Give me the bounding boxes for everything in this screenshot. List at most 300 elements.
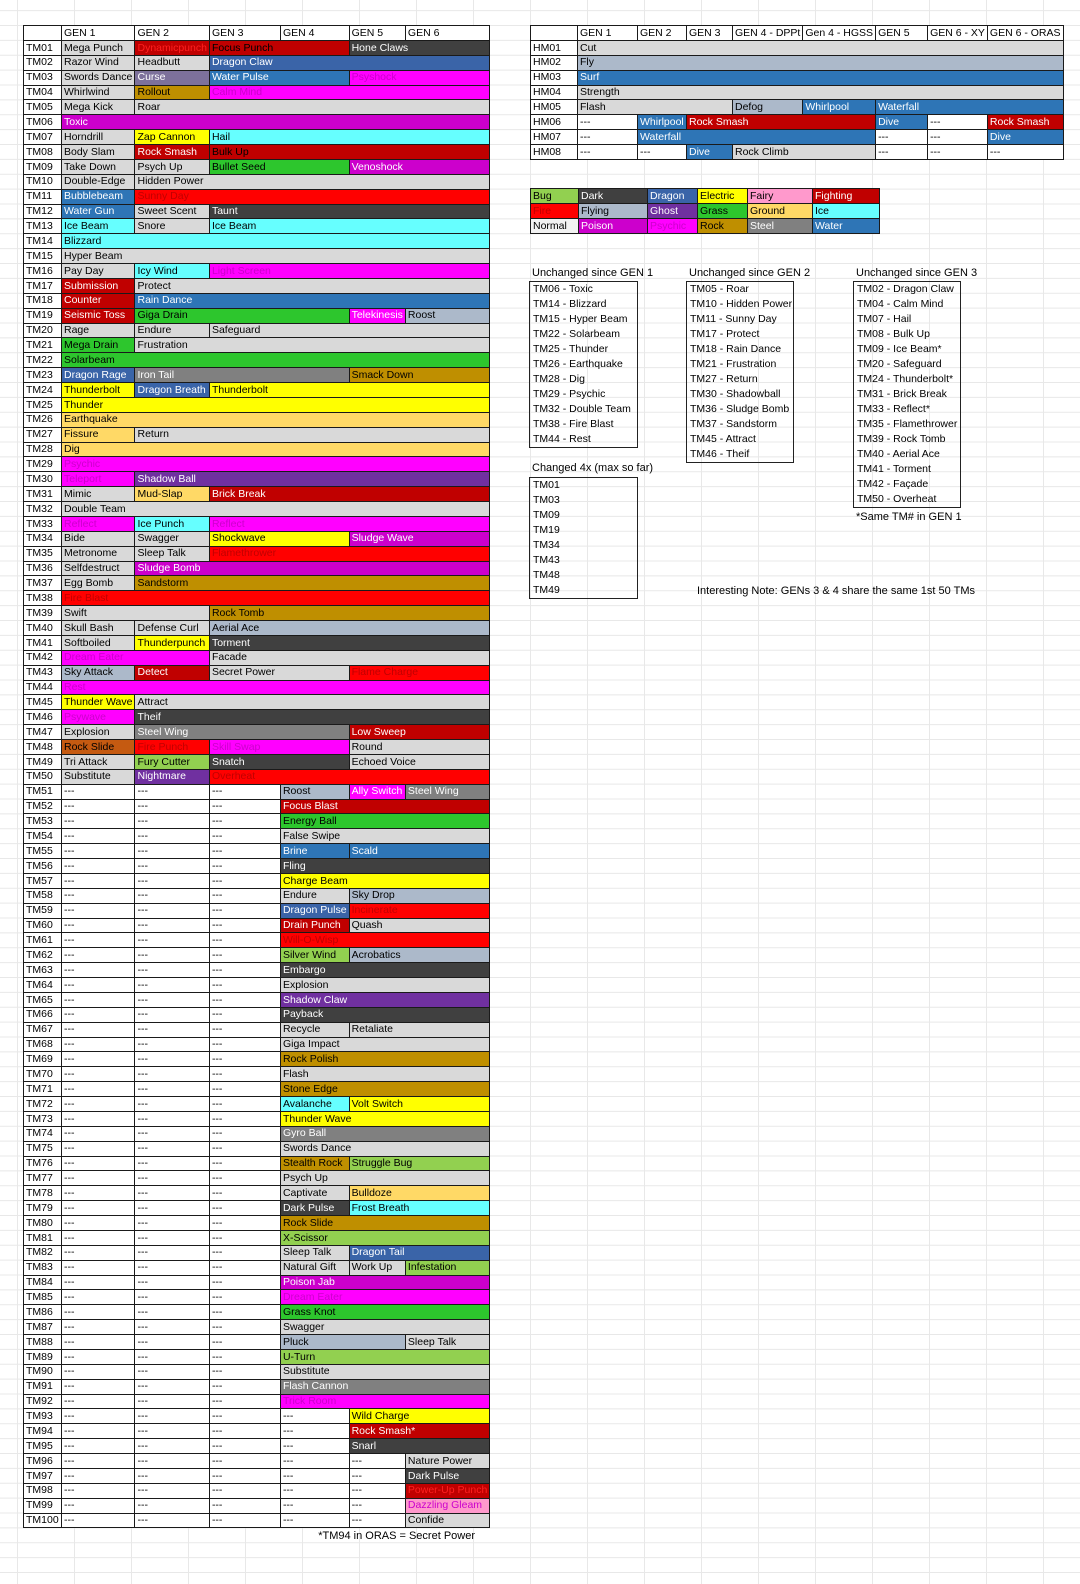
tm-move-cell[interactable]: Volt Switch (349, 1097, 490, 1112)
hm-move-cell[interactable]: Waterfall (876, 100, 1063, 115)
tm-id-cell[interactable]: TM79 (24, 1201, 62, 1216)
tm-move-cell[interactable]: --- (62, 1082, 135, 1097)
tm-move-cell[interactable]: Mimic (62, 487, 135, 502)
tm-move-cell[interactable]: Shadow Claw (280, 992, 489, 1007)
hm-move-cell[interactable]: --- (928, 115, 988, 130)
tm-move-cell[interactable]: Dark Pulse (405, 1468, 489, 1483)
tm-id-cell[interactable]: TM12 (24, 204, 62, 219)
tm-header-cell[interactable] (24, 26, 62, 41)
tm-move-cell[interactable]: False Swipe (280, 829, 489, 844)
tm-move-cell[interactable]: Acrobatics (349, 948, 490, 963)
tm-move-cell[interactable]: --- (135, 1468, 209, 1483)
tm-move-cell[interactable]: --- (135, 1349, 209, 1364)
tm-id-cell[interactable]: TM11 (24, 189, 62, 204)
tm-move-cell[interactable]: --- (135, 1156, 209, 1171)
tm-move-cell[interactable]: Torment (209, 635, 489, 650)
tm-move-cell[interactable]: Secret Power (209, 665, 349, 680)
type-cell-normal[interactable]: Normal (531, 219, 579, 234)
tm-id-cell[interactable]: TM96 (24, 1454, 62, 1469)
unchanged2-item[interactable]: TM37 - Sandstorm (690, 418, 777, 430)
unchanged1-item[interactable]: TM14 - Blizzard (533, 298, 607, 310)
tm-move-cell[interactable]: Fire Blast (62, 591, 490, 606)
tm-move-cell[interactable]: --- (135, 1439, 209, 1454)
tm-id-cell[interactable]: TM53 (24, 814, 62, 829)
type-cell-grass[interactable]: Grass (698, 204, 748, 219)
tm-move-cell[interactable]: Rock Slide (62, 740, 135, 755)
tm-move-cell[interactable]: Low Sweep (349, 725, 490, 740)
tm-move-cell[interactable]: Skill Swap (209, 740, 349, 755)
tm-move-cell[interactable]: Water Gun (62, 204, 135, 219)
tm-move-cell[interactable]: Dig (62, 442, 490, 457)
tm-id-cell[interactable]: TM93 (24, 1409, 62, 1424)
tm-id-cell[interactable]: TM87 (24, 1320, 62, 1335)
tm-move-cell[interactable]: Snatch (209, 754, 349, 769)
tm-move-cell[interactable]: Telekinesis (349, 308, 405, 323)
tm-id-cell[interactable]: TM30 (24, 472, 62, 487)
hm-header-cell[interactable]: GEN 5 (876, 26, 928, 41)
unchanged2-item[interactable]: TM21 - Frustration (690, 358, 777, 370)
tm-id-cell[interactable]: TM67 (24, 1022, 62, 1037)
tm-move-cell[interactable]: --- (62, 1007, 135, 1022)
hm-move-cell[interactable]: Strength (578, 85, 1064, 100)
tm-move-cell[interactable]: Double-Edge (62, 174, 135, 189)
tm-move-cell[interactable]: --- (209, 1424, 280, 1439)
tm-id-cell[interactable]: TM24 (24, 383, 62, 398)
tm-id-cell[interactable]: TM76 (24, 1156, 62, 1171)
tm-move-cell[interactable]: --- (135, 1141, 209, 1156)
tm-move-cell[interactable]: --- (209, 784, 280, 799)
tm-move-cell[interactable]: Recycle (280, 1022, 349, 1037)
tm-id-cell[interactable]: TM03 (24, 70, 62, 85)
tm-move-cell[interactable]: Dark Pulse (280, 1201, 349, 1216)
tm-move-cell[interactable]: --- (209, 903, 280, 918)
tm-move-cell[interactable]: --- (280, 1424, 349, 1439)
tm-id-cell[interactable]: TM55 (24, 844, 62, 859)
tm-move-cell[interactable]: Dynamicpunch (135, 40, 209, 55)
tm-move-cell[interactable]: Sweet Scent (135, 204, 209, 219)
tm-move-cell[interactable]: Rock Smash* (349, 1424, 490, 1439)
tm-header-cell[interactable]: GEN 5 (349, 26, 405, 41)
tm-move-cell[interactable]: --- (280, 1483, 349, 1498)
tm-move-cell[interactable]: --- (62, 948, 135, 963)
tm-move-cell[interactable]: --- (62, 1468, 135, 1483)
tm-id-cell[interactable]: TM48 (24, 740, 62, 755)
tm-move-cell[interactable]: Dragon Claw (209, 55, 489, 70)
tm-move-cell[interactable]: --- (209, 1067, 280, 1082)
unchanged3-item[interactable]: TM39 - Rock Tomb (857, 433, 946, 445)
unchanged2-item[interactable]: TM30 - Shadowball (690, 388, 781, 400)
tm-move-cell[interactable]: --- (209, 1290, 280, 1305)
type-cell-poison[interactable]: Poison (579, 219, 648, 234)
hm-move-cell[interactable]: Rock Smash (987, 115, 1063, 130)
tm-id-cell[interactable]: TM63 (24, 963, 62, 978)
tm-move-cell[interactable]: Poison Jab (280, 1275, 489, 1290)
tm-move-cell[interactable]: Flash Cannon (280, 1379, 489, 1394)
tm-move-cell[interactable]: Swagger (280, 1320, 489, 1335)
tm-move-cell[interactable]: --- (135, 1230, 209, 1245)
type-cell-psychic[interactable]: Psychic (648, 219, 698, 234)
tm-move-cell[interactable]: Sky Attack (62, 665, 135, 680)
tm-move-cell[interactable]: Silver Wind (280, 948, 349, 963)
hm-move-cell[interactable]: --- (876, 145, 928, 160)
tm-move-cell[interactable]: Confide (405, 1513, 489, 1528)
type-cell-ice[interactable]: Ice (813, 204, 880, 219)
hm-id-cell[interactable]: HM06 (531, 115, 578, 130)
tm-move-cell[interactable]: Scald (349, 844, 490, 859)
tm-move-cell[interactable]: --- (135, 844, 209, 859)
type-cell-dragon[interactable]: Dragon (648, 189, 698, 204)
tm-move-cell[interactable]: --- (62, 873, 135, 888)
tm-move-cell[interactable]: --- (135, 1335, 209, 1350)
tm-move-cell[interactable]: Pay Day (62, 264, 135, 279)
tm-move-cell[interactable]: --- (135, 948, 209, 963)
tm-move-cell[interactable]: Dragon Tail (349, 1245, 490, 1260)
tm-id-cell[interactable]: TM84 (24, 1275, 62, 1290)
tm-id-cell[interactable]: TM83 (24, 1260, 62, 1275)
tm-move-cell[interactable]: Stone Edge (280, 1082, 489, 1097)
tm-move-cell[interactable]: Aerial Ace (209, 621, 489, 636)
unchanged3-item[interactable]: TM04 - Calm Mind (857, 298, 944, 310)
changed4x-item[interactable]: TM01 (533, 479, 560, 491)
tm-move-cell[interactable]: Payback (280, 1007, 489, 1022)
tm-id-cell[interactable]: TM56 (24, 859, 62, 874)
tm-id-cell[interactable]: TM09 (24, 159, 62, 174)
tm-move-cell[interactable]: Psychic (62, 457, 490, 472)
unchanged2-item[interactable]: TM27 - Return (690, 373, 758, 385)
tm-move-cell[interactable]: Mega Punch (62, 40, 135, 55)
tm-id-cell[interactable]: TM02 (24, 55, 62, 70)
tm-move-cell[interactable]: --- (135, 1424, 209, 1439)
tm-move-cell[interactable]: Sandstorm (135, 576, 490, 591)
tm-move-cell[interactable]: --- (62, 1349, 135, 1364)
tm-move-cell[interactable]: Swords Dance (280, 1141, 489, 1156)
tm-id-cell[interactable]: TM71 (24, 1082, 62, 1097)
tm-move-cell[interactable]: Toxic (62, 115, 490, 130)
tm-move-cell[interactable]: --- (209, 1409, 280, 1424)
tm-move-cell[interactable]: Thunderpunch (135, 635, 209, 650)
tm-header-cell[interactable]: GEN 1 (62, 26, 135, 41)
tm-move-cell[interactable]: Horndrill (62, 130, 135, 145)
tm-id-cell[interactable]: TM42 (24, 650, 62, 665)
tm-move-cell[interactable]: --- (280, 1454, 349, 1469)
tm-id-cell[interactable]: TM33 (24, 516, 62, 531)
tm-id-cell[interactable]: TM64 (24, 978, 62, 993)
tm-move-cell[interactable]: Fissure (62, 427, 135, 442)
hm-move-cell[interactable]: --- (876, 130, 928, 145)
unchanged2-item[interactable]: TM46 - Theif (690, 448, 750, 460)
hm-move-cell[interactable]: Dive (876, 115, 928, 130)
tm-move-cell[interactable]: Mega Drain (62, 338, 135, 353)
hm-move-cell[interactable]: Surf (578, 70, 1064, 85)
tm-move-cell[interactable]: --- (209, 1097, 280, 1112)
hm-move-cell[interactable]: --- (928, 145, 988, 160)
tm-move-cell[interactable]: --- (62, 918, 135, 933)
changed4x-item[interactable]: TM34 (533, 539, 560, 551)
tm-id-cell[interactable]: TM19 (24, 308, 62, 323)
tm-move-cell[interactable]: Skull Bash (62, 621, 135, 636)
tm-move-cell[interactable]: Explosion (62, 725, 135, 740)
tm-move-cell[interactable]: --- (135, 1245, 209, 1260)
tm-move-cell[interactable]: Sludge Bomb (135, 561, 490, 576)
tm-move-cell[interactable]: Reflect (62, 516, 135, 531)
tm-move-cell[interactable]: --- (209, 1037, 280, 1052)
tm-move-cell[interactable]: --- (209, 933, 280, 948)
tm-move-cell[interactable]: Trick Room (280, 1394, 489, 1409)
unchanged1-item[interactable]: TM25 - Thunder (533, 343, 609, 355)
tm-move-cell[interactable]: Blizzard (62, 234, 490, 249)
tm-move-cell[interactable]: --- (209, 1439, 280, 1454)
tm-move-cell[interactable]: Fury Cutter (135, 754, 209, 769)
unchanged3-item[interactable]: TM20 - Safeguard (857, 358, 942, 370)
tm-move-cell[interactable]: --- (135, 1007, 209, 1022)
tm-move-cell[interactable]: --- (209, 948, 280, 963)
tm-id-cell[interactable]: TM16 (24, 264, 62, 279)
tm-move-cell[interactable]: --- (62, 799, 135, 814)
tm-move-cell[interactable]: Bubblebeam (62, 189, 135, 204)
tm-move-cell[interactable]: --- (135, 1111, 209, 1126)
tm-move-cell[interactable]: Substitute (280, 1364, 489, 1379)
tm-move-cell[interactable]: --- (135, 933, 209, 948)
tm-id-cell[interactable]: TM40 (24, 621, 62, 636)
tm-move-cell[interactable]: --- (62, 888, 135, 903)
unchanged1-item[interactable]: TM22 - Solarbeam (533, 328, 620, 340)
tm-move-cell[interactable]: Gyro Ball (280, 1126, 489, 1141)
tm-move-cell[interactable]: Echoed Voice (349, 754, 490, 769)
tm-move-cell[interactable]: Avalanche (280, 1097, 349, 1112)
tm-move-cell[interactable]: --- (209, 1245, 280, 1260)
tm-move-cell[interactable]: Facade (209, 650, 489, 665)
tm-move-cell[interactable]: Sludge Wave (349, 531, 490, 546)
hm-move-cell[interactable]: Dive (687, 145, 733, 160)
tm-move-cell[interactable]: Brick Break (209, 487, 489, 502)
tm-move-cell[interactable]: --- (209, 1022, 280, 1037)
tm-move-cell[interactable]: --- (62, 1364, 135, 1379)
tm-move-cell[interactable]: Shadow Ball (135, 472, 490, 487)
tm-move-cell[interactable]: Sleep Talk (135, 546, 209, 561)
hm-move-cell[interactable]: Waterfall (638, 130, 876, 145)
tm-move-cell[interactable]: --- (62, 1394, 135, 1409)
tm-move-cell[interactable]: Dazzling Gleam (405, 1498, 489, 1513)
tm-move-cell[interactable]: --- (135, 1290, 209, 1305)
tm-id-cell[interactable]: TM26 (24, 412, 62, 427)
tm-move-cell[interactable]: --- (62, 859, 135, 874)
type-cell-steel[interactable]: Steel (748, 219, 813, 234)
tm-move-cell[interactable]: --- (62, 1379, 135, 1394)
tm-move-cell[interactable]: X-Scissor (280, 1230, 489, 1245)
tm-id-cell[interactable]: TM65 (24, 992, 62, 1007)
hm-header-cell[interactable]: GEN 4 - DPPt (733, 26, 803, 41)
tm-move-cell[interactable]: --- (62, 1335, 135, 1350)
tm-move-cell[interactable]: --- (62, 978, 135, 993)
tm-move-cell[interactable]: Light Screen (209, 264, 489, 279)
tm-move-cell[interactable]: Earthquake (62, 412, 490, 427)
type-cell-ground[interactable]: Ground (748, 204, 813, 219)
hm-header-cell[interactable]: Gen 4 - HGSS (803, 26, 876, 41)
tm-move-cell[interactable]: Thunderbolt (209, 383, 489, 398)
tm-id-cell[interactable]: TM86 (24, 1305, 62, 1320)
unchanged3-item[interactable]: TM41 - Torment (857, 463, 931, 475)
tm-move-cell[interactable]: --- (62, 844, 135, 859)
tm-move-cell[interactable]: Thunder Wave (280, 1111, 489, 1126)
tm-move-cell[interactable]: Attract (135, 695, 490, 710)
tm-id-cell[interactable]: TM45 (24, 695, 62, 710)
hm-move-cell[interactable]: --- (578, 115, 638, 130)
tm-id-cell[interactable]: TM17 (24, 278, 62, 293)
unchanged1-item[interactable]: TM26 - Earthquake (533, 358, 623, 370)
tm-move-cell[interactable]: --- (209, 1126, 280, 1141)
tm-id-cell[interactable]: TM34 (24, 531, 62, 546)
hm-move-cell[interactable]: Flash (578, 100, 733, 115)
tm-id-cell[interactable]: TM75 (24, 1141, 62, 1156)
tm-move-cell[interactable]: --- (62, 1067, 135, 1082)
tm-move-cell[interactable]: Pluck (280, 1335, 405, 1350)
tm-move-cell[interactable]: --- (209, 1305, 280, 1320)
tm-move-cell[interactable]: Grass Knot (280, 1305, 489, 1320)
hm-id-cell[interactable]: HM04 (531, 85, 578, 100)
tm-header-cell[interactable]: GEN 3 (209, 26, 280, 41)
tm-move-cell[interactable]: --- (62, 814, 135, 829)
hm-id-cell[interactable]: HM02 (531, 55, 578, 70)
tm-move-cell[interactable]: --- (62, 933, 135, 948)
tm-move-cell[interactable]: --- (135, 1052, 209, 1067)
tm-id-cell[interactable]: TM04 (24, 85, 62, 100)
unchanged3-item[interactable]: TM33 - Reflect* (857, 403, 930, 415)
tm-move-cell[interactable]: Substitute (62, 769, 135, 784)
tm-id-cell[interactable]: TM25 (24, 397, 62, 412)
tm-move-cell[interactable]: Rain Dance (135, 293, 490, 308)
unchanged3-item[interactable]: TM42 - Façade (857, 478, 929, 490)
tm-move-cell[interactable]: --- (209, 888, 280, 903)
tm-move-cell[interactable]: --- (209, 859, 280, 874)
tm-move-cell[interactable]: Bulk Up (209, 145, 489, 160)
tm-move-cell[interactable]: --- (349, 1468, 405, 1483)
tm-move-cell[interactable]: --- (62, 1052, 135, 1067)
tm-move-cell[interactable]: --- (62, 1230, 135, 1245)
tm-move-cell[interactable]: Safeguard (209, 323, 489, 338)
tm-move-cell[interactable]: --- (62, 1111, 135, 1126)
tm-id-cell[interactable]: TM68 (24, 1037, 62, 1052)
unchanged1-item[interactable]: TM15 - Hyper Beam (533, 313, 628, 325)
tm-move-cell[interactable]: Take Down (62, 159, 135, 174)
tm-move-cell[interactable]: Teleport (62, 472, 135, 487)
tm-id-cell[interactable]: TM51 (24, 784, 62, 799)
tm-move-cell[interactable]: --- (135, 1201, 209, 1216)
tm-move-cell[interactable]: Incinerate (349, 903, 490, 918)
tm-move-cell[interactable]: Bulldoze (349, 1186, 490, 1201)
tm-id-cell[interactable]: TM49 (24, 754, 62, 769)
tm-move-cell[interactable]: --- (135, 1067, 209, 1082)
tm-move-cell[interactable]: Thunder (62, 397, 490, 412)
tm-move-cell[interactable]: --- (209, 1454, 280, 1469)
tm-move-cell[interactable]: --- (135, 1260, 209, 1275)
tm-move-cell[interactable]: Drain Punch (280, 918, 349, 933)
tm-move-cell[interactable]: --- (62, 1439, 135, 1454)
tm-move-cell[interactable]: --- (62, 1513, 135, 1528)
tm-move-cell[interactable]: Endure (280, 888, 349, 903)
tm-move-cell[interactable]: Rock Tomb (209, 606, 489, 621)
tm-move-cell[interactable]: Psych Up (280, 1171, 489, 1186)
tm-id-cell[interactable]: TM35 (24, 546, 62, 561)
tm-move-cell[interactable]: --- (209, 1186, 280, 1201)
tm-id-cell[interactable]: TM54 (24, 829, 62, 844)
tm-move-cell[interactable]: --- (62, 1305, 135, 1320)
tm-move-cell[interactable]: --- (62, 1126, 135, 1141)
unchanged3-item[interactable]: TM02 - Dragon Claw (857, 283, 954, 295)
tm-id-cell[interactable]: TM43 (24, 665, 62, 680)
tm-id-cell[interactable]: TM92 (24, 1394, 62, 1409)
tm-move-cell[interactable]: --- (135, 1498, 209, 1513)
tm-id-cell[interactable]: TM14 (24, 234, 62, 249)
tm-move-cell[interactable]: --- (209, 1379, 280, 1394)
tm-move-cell[interactable]: --- (62, 1409, 135, 1424)
tm-id-cell[interactable]: TM72 (24, 1097, 62, 1112)
tm-move-cell[interactable]: Rollout (135, 85, 209, 100)
tm-move-cell[interactable]: Detect (135, 665, 209, 680)
tm-move-cell[interactable]: --- (62, 829, 135, 844)
tm-move-cell[interactable]: Frost Breath (349, 1201, 490, 1216)
tm-move-cell[interactable]: --- (135, 1037, 209, 1052)
changed4x-item[interactable]: TM49 (533, 584, 560, 596)
tm-move-cell[interactable]: Double Team (62, 502, 490, 517)
unchanged2-item[interactable]: TM17 - Protect (690, 328, 760, 340)
tm-move-cell[interactable]: Nightmare (135, 769, 209, 784)
tm-move-cell[interactable]: Swords Dance (62, 70, 135, 85)
tm-move-cell[interactable]: --- (62, 903, 135, 918)
tm-move-cell[interactable]: Razor Wind (62, 55, 135, 70)
unchanged3-item[interactable]: TM07 - Hail (857, 313, 912, 325)
tm-move-cell[interactable]: Psych Up (135, 159, 209, 174)
tm-move-cell[interactable]: --- (349, 1483, 405, 1498)
tm-move-cell[interactable]: --- (135, 1364, 209, 1379)
type-cell-fire[interactable]: Fire (531, 204, 579, 219)
tm-move-cell[interactable]: Captivate (280, 1186, 349, 1201)
tm-id-cell[interactable]: TM89 (24, 1349, 62, 1364)
tm-move-cell[interactable]: Infestation (405, 1260, 489, 1275)
unchanged3-item[interactable]: TM35 - Flamethrower (857, 418, 958, 430)
tm-move-cell[interactable]: --- (62, 1216, 135, 1231)
tm-id-cell[interactable]: TM29 (24, 457, 62, 472)
unchanged1-item[interactable]: TM28 - Dig (533, 373, 585, 385)
tm-id-cell[interactable]: TM13 (24, 219, 62, 234)
tm-id-cell[interactable]: TM60 (24, 918, 62, 933)
tm-move-cell[interactable]: --- (62, 1186, 135, 1201)
type-cell-fairy[interactable]: Fairy (748, 189, 813, 204)
tm-move-cell[interactable]: --- (209, 799, 280, 814)
unchanged3-item[interactable]: TM31 - Brick Break (857, 388, 947, 400)
tm-move-cell[interactable]: Flame Charge (349, 665, 490, 680)
tm-move-cell[interactable]: Ice Beam (62, 219, 135, 234)
tm-move-cell[interactable]: Sleep Talk (280, 1245, 349, 1260)
tm-id-cell[interactable]: TM82 (24, 1245, 62, 1260)
tm-move-cell[interactable]: Ice Beam (209, 219, 489, 234)
tm-id-cell[interactable]: TM32 (24, 502, 62, 517)
hm-move-cell[interactable]: --- (638, 145, 687, 160)
tm-move-cell[interactable]: Ally Switch (349, 784, 405, 799)
tm-move-cell[interactable]: --- (280, 1439, 349, 1454)
unchanged3-item[interactable]: TM24 - Thunderbolt* (857, 373, 954, 385)
tm-move-cell[interactable]: --- (135, 978, 209, 993)
tm-move-cell[interactable]: --- (209, 873, 280, 888)
tm-id-cell[interactable]: TM98 (24, 1483, 62, 1498)
tm-move-cell[interactable]: Seismic Toss (62, 308, 135, 323)
tm-id-cell[interactable]: TM15 (24, 249, 62, 264)
tm-move-cell[interactable]: Headbutt (135, 55, 209, 70)
tm-id-cell[interactable]: TM73 (24, 1111, 62, 1126)
changed4x-item[interactable]: TM19 (533, 524, 560, 536)
tm-move-cell[interactable]: --- (135, 1409, 209, 1424)
unchanged3-item[interactable]: TM50 - Overheat (857, 493, 937, 505)
unchanged2-item[interactable]: TM10 - Hidden Power (690, 298, 793, 310)
